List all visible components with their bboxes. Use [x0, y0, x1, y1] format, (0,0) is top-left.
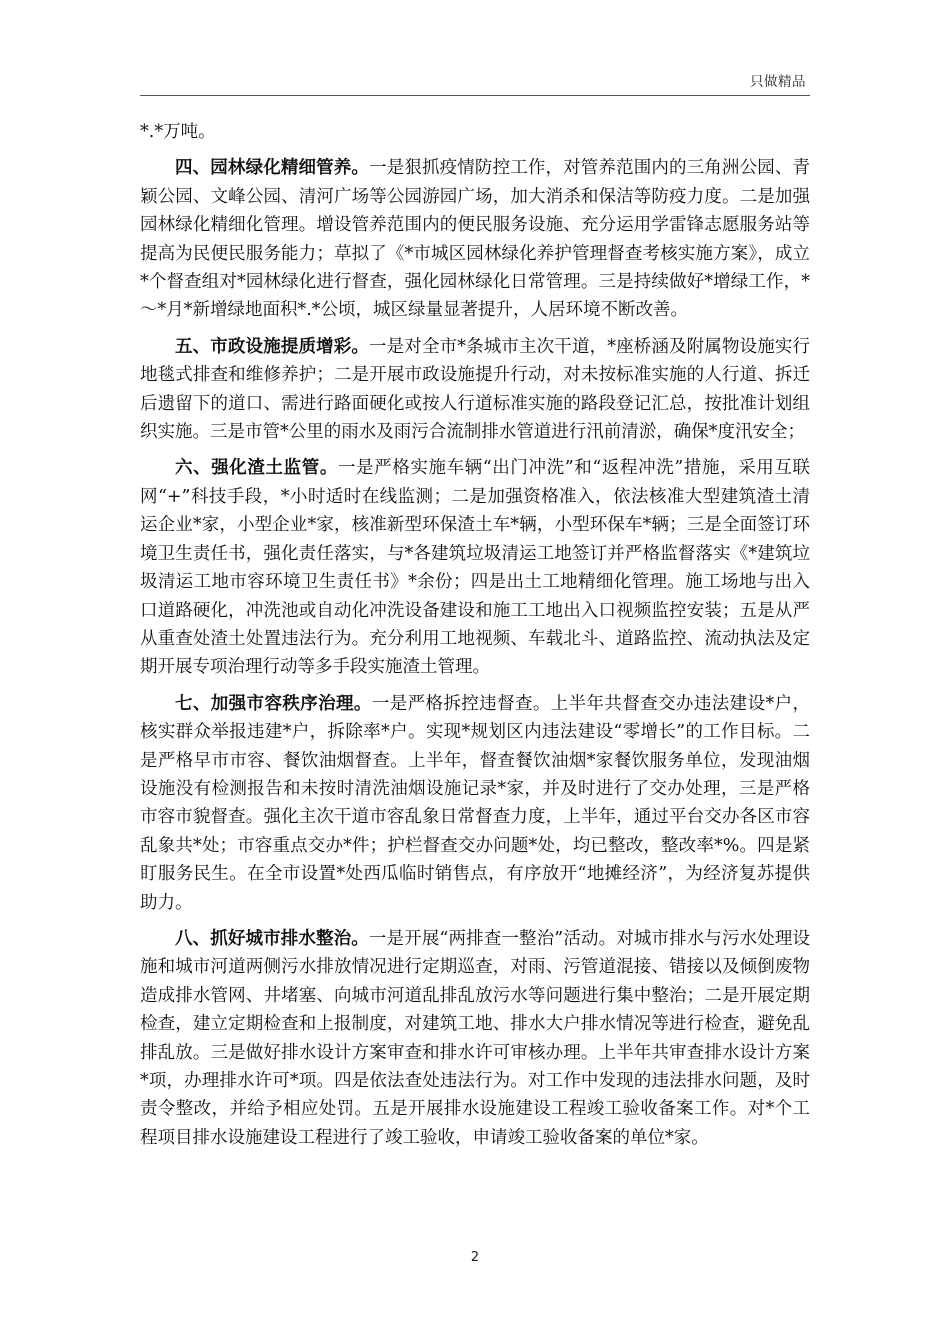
section-6-heading: 六、强化渣土监管。 [175, 458, 338, 479]
section-4-heading: 四、园林绿化精细管养。 [175, 158, 370, 179]
header-divider [140, 95, 810, 96]
header-label: 只做精品 [750, 74, 806, 90]
section-7-text: 一是严格拆控违督查。上半年共督查交办违法建设*户，核实群众举报违建*户，拆除率*户。实现*规划区内违法建设“零增长”的工作目标。二是严格早市市容、餐饮油烟督查。上半年，督查餐饮油烟*家餐饮服务单位，发现油烟设施没有检测报告和未按时清洗油烟设施记录*家，并及时进行了交办处理，三是严格市容市貌督查。强化主次干道市容乱象日常督查力度，上半年，通过平台交办各区市容乱象共*处；市容重点交办*件；护栏督查交办问题*处，均已整改，整改率*%。四是紧盯服务民生。在全市设置*处西瓜临时销售点，有序放开“地摊经济”，为经济复苏提供助力。 [140, 693, 811, 913]
section-5-text: 一是对全市*条城市主次干道，*座桥涵及附属物设施实行地毯式排查和维修养护；二是开展市政设施提升行动，对未按标准实施的人行道、拆迁后遗留下的道口、需进行路面硬化或按人行道标准实施的路段登记汇总，按批准计划组织实施。三是市管*公里的雨水及雨污合流制排水管道进行汛前清淤，确保*度汛安全； [140, 336, 811, 443]
section-8-paragraph [140, 925, 810, 1152]
section-5-heading: 五、市政设施提质增彩。 [175, 336, 370, 357]
section-6-text: 一是严格实施车辆“出门冲洗”和“返程冲洗”措施，采用互联网“+”科技手段，*小时适时在线监测；二是加强资格准入，依法核准大型建筑渣土清运企业*家，小型企业*家，核准新型环保渣土车*辆，小型环保车*辆；三是全面签订环境卫生责任书，强化责任落实，与*各建筑垃圾清运工地签订并严格监督落实《*建筑垃圾清运工地市容环境卫生责任书》*余份；四是出土工地精细化管理。施工场地与出入口道路硬化，冲洗池或自动化冲洗设备建设和施工工地出入口视频监控安装；五是从严从重查处渣土处置违法行为。充分利用工地视频、车载北斗、道路监控、流动执法及定期开展专项治理行动等多手段实施渣土管理。 [140, 458, 810, 678]
section-8-text: 一是开展“两排查一整治”活动。对城市排水与污水处理设施和城市河道两侧污水排放情况进行定期巡查，对雨、污管道混接、错接以及倾倒废物造成排水管网、井堵塞、向城市河道乱排乱放污水等问题进行集中整治；二是开展定期检查，建立定期检查和上报制度，对建筑工地、排水大户排水情况等进行检查，避免乱排乱放。三是做好排水设计方案审查和排水许可审核办理。上半年共审查排水设计方案*项，办理排水许可*项。四是依法查处违法行为。对工作中发现的违法排水问题，及时责令整改，并给予相应处罚。五是开展排水设施建设工程竣工验收备案工作。对*个工程项目排水设施建设工程进行了竣工验收，申请竣工验收备案的单位*家。 [140, 928, 810, 1148]
section-8-heading: 八、抓好城市排水整治。 [175, 928, 369, 949]
page-number: 2 [470, 1250, 480, 1265]
document-body [140, 118, 810, 1160]
section-6-paragraph [140, 454, 810, 681]
section-4-paragraph [140, 154, 810, 324]
section-5-paragraph [140, 333, 810, 447]
section-7-paragraph [140, 690, 810, 917]
section-4-text: 一是狠抓疫情防控工作，对管养范围内的三角洲公园、青颖公园、文峰公园、清河广场等公园游园广场，加大消杀和保洁等防疫力度。二是加强园林绿化精细化管理。增设管养范围内的便民服务设施、充分运用学雷锋志愿服务站等提高为民便民服务能力；草拟了《*市城区园林绿化养护管理督查考核实施方案》，成立*个督查组对*园林绿化进行督查，强化园林绿化日常管理。三是持续做好*增绿工作，*～*月*新增绿地面积*.*公顷，城区绿量显著提升，人居环境不断改善。 [140, 158, 811, 321]
section-7-heading: 七、加强市容秩序治理。 [175, 693, 372, 714]
paragraph-continuation [140, 118, 810, 146]
paragraph-text: *.*万吨。 [140, 122, 216, 142]
